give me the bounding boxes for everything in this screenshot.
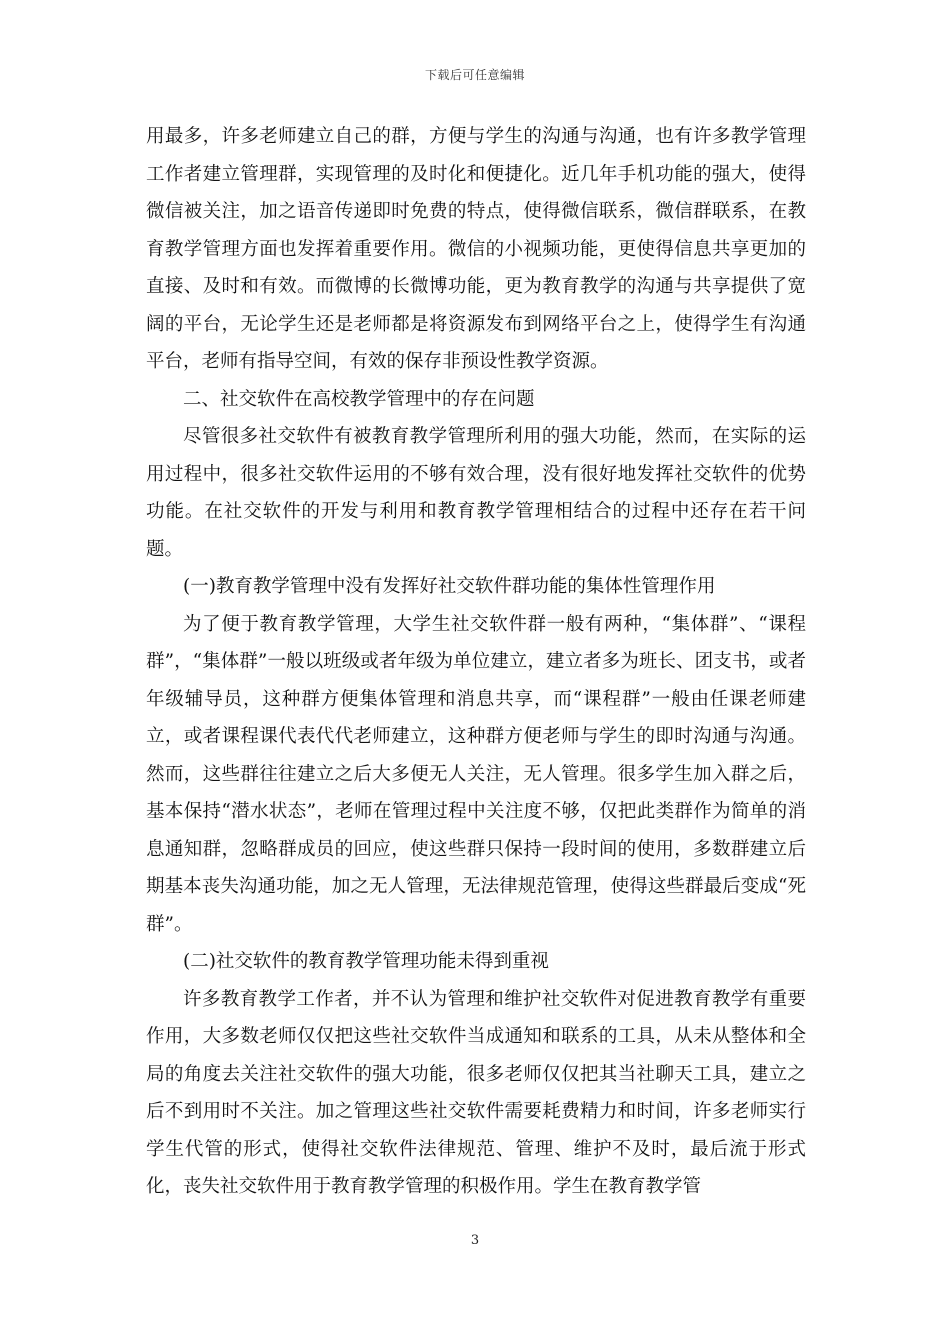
paragraph-section-2-intro: 尽管很多社交软件有被教育教学管理所利用的强大功能，然而，在实际的运用过程中，很多社交软件运用的不够有效合理，没有很好地发挥社交软件的优势功能。在社交软件的开发与利用和教育教学管理相结合的过程中还存在若干问题。 (146, 426, 806, 560)
subsection-heading-1: (一)教育教学管理中没有发挥好社交软件群功能的集体性管理作用 (183, 576, 716, 597)
paragraph-subsection-2: 许多教育教学工作者，并不认为管理和维护社交软件对促进教育教学有重要作用，大多数老师仅仅把这些社交软件当成通知和联系的工具，从未从整体和全局的角度去关注社交软件的强大功能，很多老师仅仅把其当社聊天工具，建立之后不到用时不关注。加之管理这些社交软件需要耗费精力和时间，许多老师实行学生代管的形式，使得社交软件法律规范、管理、维护不及时，最后流于形式化，丧失社交软件用于教育教学管理的积极作用。学生在教育教学管 (146, 988, 806, 1197)
paragraph-subsection-1: 为了便于教育教学管理，大学生社交软件群一般有两种，“集体群”、“课程群”，“集体群”一般以班级或者年级为单位建立，建立者多为班长、团支书，或者年级辅导员，这种群方便集体管理和消息共享，而“课程群”一般由任课老师建立，或者课程课代表代代老师建立，这种群方便老师与学生的即时沟通与沟通。然而，这些群往往建立之后大多便无人关注，无人管理。很多学生加入群之后，基本保持“潜水状态”，老师在管理过程中关注度不够，仅把此类群作为简单的消息通知群，忽略群成员的回应，使这些群只保持一段时间的使用，多数群建立后期基本丧失沟通功能，加之无人管理，无法律规范管理，使得这些群最后变成“死群”。 (146, 613, 806, 935)
page-header: 下载后可任意编辑 (424, 68, 525, 82)
subsection-heading-2: (二)社交软件的教育教学管理功能未得到重视 (183, 951, 549, 972)
paragraph-continuation: 用最多，许多老师建立自己的群，方便与学生的沟通与沟通，也有许多教学管理工作者建立管理群，实现管理的及时化和便捷化。近几年手机功能的强大，使得微信被关注，加之语音传递即时免费的特点，使得微信联系，微信群联系，在教育教学管理方面也发挥着重要作用。微信的小视频功能，更使得信息共享更加的直接、及时和有效。而微博的长微博功能，更为教育教学的沟通与共享提供了宽阔的平台，无论学生还是老师都是将资源发布到网络平台之上，使得学生有沟通平台，老师有指导空间，有效的保存非预设性教学资源。 (146, 126, 806, 372)
section-heading-2: 二、社交软件在高校教学管理中的存在问题 (183, 388, 535, 410)
document-body (146, 118, 806, 1206)
page-number: 3 (470, 1233, 480, 1248)
